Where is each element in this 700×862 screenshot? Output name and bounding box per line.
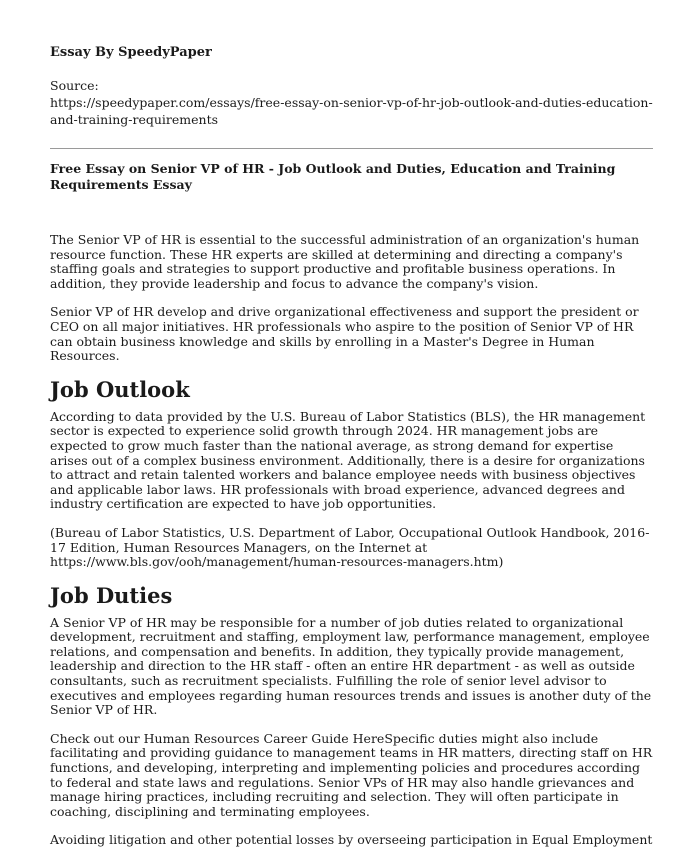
section-heading-job-duties: Job Duties	[50, 582, 173, 608]
intro-paragraph: Senior VP of HR develop and drive organizational effectiveness and support the president or CEO on all major initiatives. HR professionals who aspire to the position of Senior VP of HR can obtain business knowledge and skills by enrolling in a Master's Degree in Human Resources.	[50, 304, 639, 364]
essay-title: Free Essay on Senior VP of HR - Job Outlook and Duties, Education and Training Requirements Essay	[50, 161, 616, 192]
intro-paragraph: The Senior VP of HR is essential to the successful administration of an organization's human resource function. These HR experts are skilled at determining and directing a company's staffing goals and strategies to support productive and profitable business operations. In addition, they provide leadership and focus to advance the company's vision.	[50, 232, 640, 291]
job-duties-paragraph: Check out our Human Resources Career Guide HereSpecific duties might also include facilitating and providing guidance to management teams in HR matters, directing staff on HR functions, and developing, interpreting and implementing policies and procedures according to federal and state laws and regulations. Senior VPs of HR may also handle grievances and manage hiring practices, including recruiting and selection. They will often participate in coaching, disciplining and terminating employees.	[50, 730, 653, 819]
job-duties-paragraph: A Senior VP of HR may be responsible for a number of job duties related to organizational development, recruitment and staffing, employment law, performance management, employee relations, and compensation and benefits. In addition, they typically provide management, leadership and direction to the HR staff - often an entire HR department - as well as outside consultants, such as recruitment specialists. Fulfilling the role of senior level advisor to executives and employees regarding human resources trends and issues is another duty of the Senior VP of HR.	[50, 614, 652, 718]
divider	[50, 148, 653, 149]
source-label: Source:	[50, 78, 99, 93]
job-outlook-paragraph: According to data provided by the U.S. Bureau of Labor Statistics (BLS), the HR management sector is expected to experience solid growth through 2024. HR management jobs are expected to grow much faster than the national average, as strong demand for expertise arises out of a complex business environment. Additionally, there is a desire for organizations to attract and retain talented workers and balance employee needs with business objectives and applicable labor laws. HR professionals with broad experience, advanced degrees and industry certification are expected to have job opportunities.	[50, 408, 646, 512]
job-duties-paragraph: Avoiding litigation and other potential losses by overseeing participation in Equal Employment	[50, 832, 653, 848]
document-page	[50, 44, 653, 862]
citation-paragraph: (Bureau of Labor Statistics, U.S. Department of Labor, Occupational Outlook Handbook, 2016-17 Edition, Human Resources Managers, on the Internet at https://www.bls.gov/ooh/management/human-resources-managers.htm)	[50, 524, 650, 570]
section-heading-job-outlook: Job Outlook	[50, 376, 190, 402]
brand-label: Essay By SpeedyPaper	[50, 45, 212, 60]
source-url-link[interactable]: https://speedypaper.com/essays/free-essay-on-senior-vp-of-hr-job-outlook-and-duties-education-and-training-requirements	[50, 95, 653, 127]
